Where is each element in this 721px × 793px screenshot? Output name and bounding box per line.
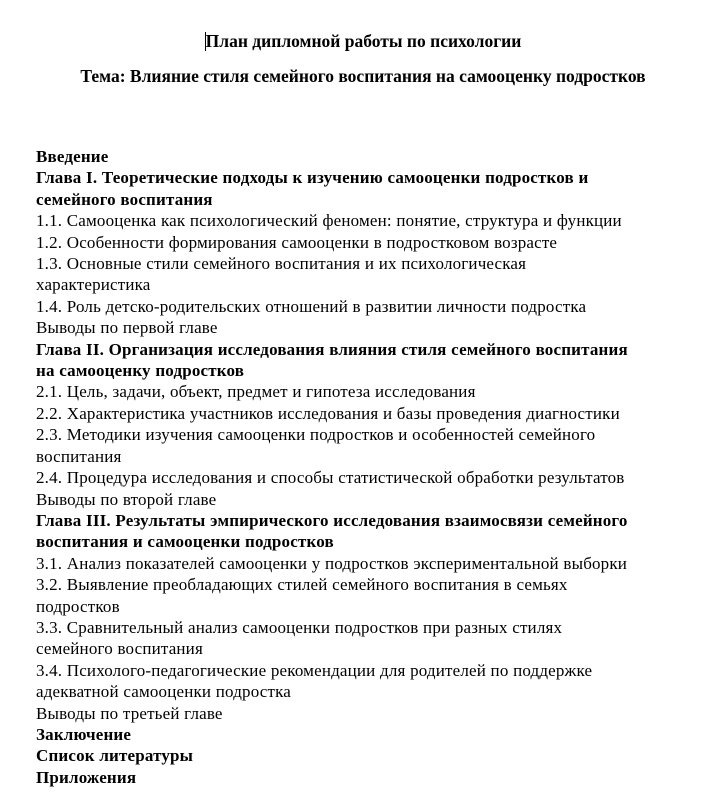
outline-line: Приложения [36, 767, 137, 787]
outline-line: 1.1. Самооценка как психологический феномен: понятие, структура и функции [36, 211, 622, 231]
outline-list[interactable] [36, 146, 692, 788]
outline-line: Введение [36, 147, 109, 166]
outline-line: 3.1. Анализ показателей самооценки у подростков экспериментальной выборки [36, 553, 628, 573]
outline-line: Выводы по первой главе [36, 318, 218, 338]
outline-line: 2.3. Методики изучения самооценки подростков и особенностей семейного [36, 425, 596, 445]
outline-line: Глава I. Теоретические подходы к изучению самооценки подростков и [36, 168, 589, 188]
outline-line: Глава III. Результаты эмпирического исследования взаимосвязи семейного [36, 510, 628, 530]
outline-line: воспитания [36, 446, 122, 466]
document-subtitle[interactable]: Тема: Влияние стиля семейного воспитания на самооценку подростков [80, 66, 646, 86]
document-title-text: План дипломной работы по психологии [205, 31, 522, 51]
outline-line: 1.2. Особенности формирования самооценки в подростковом возрасте [36, 232, 558, 252]
outline-line: 2.2. Характеристика участников исследования и базы проведения диагностики [36, 403, 620, 423]
outline-line: 3.4. Психолого-педагогические рекомендации для родителей по поддержке [36, 660, 593, 680]
outline-line: 2.4. Процедура исследования и способы статистической обработки результатов [36, 468, 625, 488]
outline-line: 2.1. Цель, задачи, объект, предмет и гипотеза исследования [36, 382, 476, 402]
outline-line: Заключение [36, 724, 132, 744]
outline-line: семейного воспитания [36, 189, 213, 209]
outline-line: адекватной самооценки подростка [36, 682, 291, 702]
outline-line: 1.4. Роль детско-родительских отношений в развитии личности подростка [36, 296, 587, 316]
outline-line: Выводы по третьей главе [36, 703, 223, 723]
outline-line: подростков [36, 596, 120, 616]
outline-line: характеристика [36, 275, 151, 295]
outline-line: 3.3. Сравнительный анализ самооценки подростков при разных стилях [36, 617, 563, 637]
outline-line: Глава II. Организация исследования влияния стиля семейного воспитания [36, 339, 628, 359]
document-title[interactable] [36, 30, 690, 52]
outline-line: Список литературы [36, 746, 194, 766]
outline-line: 1.3. Основные стили семейного воспитания и их психологическая [36, 254, 527, 274]
outline-line: воспитания и самооценки подростков [36, 532, 334, 552]
outline-line: на самооценку подростков [36, 361, 245, 381]
outline-line: Выводы по второй главе [36, 489, 217, 509]
outline-line: семейного воспитания [36, 639, 203, 659]
outline-line: 3.2. Выявление преобладающих стилей семейного воспитания в семьях [36, 575, 568, 595]
title-block [36, 30, 690, 87]
